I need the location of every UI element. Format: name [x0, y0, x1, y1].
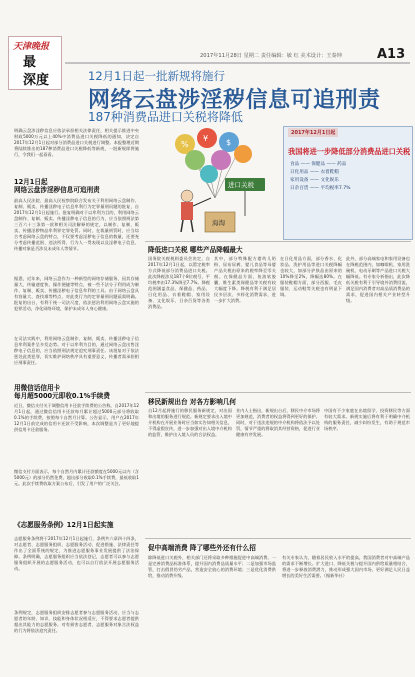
section4-para1: 国务院关税税则委员会决定，自2017年12月1日起，以暂定税率方式降低部分消费品进口关税。此次降税涉及187个8位税号，平均税率由17.3%降至7.7%。降税范围涵盖食品、保健品、药品、日化用品、衣着鞋帽、家用设备、文化娱乐、日杂百货等各类消费品。: [148, 256, 210, 309]
header-rule: [65, 62, 410, 64]
section6-para2: 有关专家认为，随着居民收入水平的提高，我国消费者对中高端产品的需求不断增长。扩大进口、降低关税与提升国内供给质量相结合，将进一步释放消费潜力，推动形成强大国内市场，更好满足人民日益增长的美好生活需要。（据新华社）: [282, 555, 410, 578]
box-label: 海淘: [212, 219, 225, 227]
headline-kicker: 12月1日起一批新规将施行: [88, 69, 225, 83]
section3-para1: 志愿服务条例将于2017年12月1日起施行，条例共六章四十四条，对志愿者、志愿服务组织、志愿服务活动、促进措施、法律责任等作出了全面系统的规定，为推进志愿服务事业发展提供了法治保障。条例明确，志愿服务组织应当依法登记，志愿者可以参与志愿服务组织开展的志愿服务活动，也可以自行依法开展志愿服务活动。: [14, 536, 139, 571]
tariff-sign-text: 进口关税: [228, 181, 254, 189]
section2-heading-line1: 用微信话信用卡: [14, 384, 61, 392]
lead-paragraph: 明确云盘涉淫秽信息应依法承担相关法律责任，相关提示推进中央财政5000万元以上40%中消费品进口关税降低的通知，决定自2017年12月1日起对部分消费品进口关税进行调整。本报整理近期将陆续推出的187种消费品进口关税降低等新规，一批新规即将施行，令我们一起看看。: [14, 128, 139, 157]
section4-top-rule: [145, 241, 411, 242]
photo-list-line: 食品 —— 保健品 —— 药品: [290, 162, 347, 167]
section1-para1: 最高人民法院、最高人民检察院联合发布关于利用网络云盘制作、复制、贩卖、传播淫秽电子信息牟利行为定罪量刑问题的批复，自2017年12月1日起施行。批复明确对于以牟利为目的，利用网络云盘制作、复制、贩卖、传播淫秽电子信息的行为，应当依照刑法第三百六十三条第一款和相关司法解释的规定，以制作、复制、贩卖、传播淫秽物品牟利罪定罪处罚。同时，在裁量刑罚时，应当综合考虑网络云盘的特点，不仅要考虑淫秽电子信息的数量，还要充分考虑传播范围、违法所得、行为人一贯表现以及淫秽电子信息、传播对象是否涉及未成年人等情节。: [14, 198, 139, 251]
section-word-2: 深度: [23, 73, 50, 88]
section1-heading: [14, 178, 139, 194]
section2-para1: 近日，微信支付关于调整信用卡还款手续费的公告称，自2017年12月1日起，通过微信信用卡还款每月累计超过5000元部分将收取0.1%的手续费，按照每个自然月计算。公告显示，用户在2017年12月1日前完成的信用卡还款不受影响，本次调整是为了更好地提供信用卡还款服务。: [14, 403, 139, 432]
section1-para2: 据悉，近年来，网络云盘作为一种新型的网络存储服务，因其存储量大、传输速度快、操作便捷等特点，被一些不法分子利用成为制作、复制、贩卖、传播淫秽电子信息牟利的工具。由于网络云盘具有容量大、查找难等特点，对此类行为的定罪量刑问题亟需明确。批复的出台，有利于统一司法尺度，依法惩治利用网络云盘实施的犯罪活动，净化网络环境，保护未成年人身心健康。: [14, 276, 139, 311]
balloon-label: ¥: [203, 134, 209, 143]
section1-para3: 在司法实践中，利用网络云盘制作、复制、贩卖、传播淫秽电子信息牟利案件呈多发态势。对于以牟利为目的，通过网络云盘出售淫秽电子信息的，应当依照刑法规定追究刑事责任。该批复对于依法惩处此类犯罪，切实维护网络秩序具有重要意义，传播者需承担相应刑事责任。: [14, 336, 139, 365]
balloon-label: $: [226, 138, 232, 147]
shopping-box: [205, 212, 235, 232]
section3-para2: 条例规定，志愿服务组织安排志愿者参与志愿服务活动，应当与志愿者的年龄、知识、技能和身体状况相适应，不得要求志愿者提供超出其能力的志愿服务。对有损害志愿者、志愿服务对象合法权益的行为将依法追究责任。: [14, 610, 139, 633]
photo-item-list: [290, 161, 351, 193]
main-headline: 网络云盘涉淫秽信息可追刑责: [88, 88, 381, 113]
section-word-1: 最: [23, 55, 37, 70]
section6-para1: 除降低进口关税外，相关部门还将采取多种措施促进中高端消费。一是完善消费品标准体系，提升国内消费品质量水平；二是加强市场监管，打击假冒伪劣产品，营造安全放心的消费环境；三是优化消费供给，推动消费升级。: [148, 555, 276, 578]
newspaper-brand: 天津晚报: [13, 42, 50, 52]
photo-red-title: 我国将进一步降低部分消费品进口关税: [288, 147, 411, 156]
section5-heading: 移民新规出台 对各方影响几何: [148, 398, 237, 406]
photo-list-line: 日化用品 —— 衣着鞋帽: [290, 170, 339, 175]
section6-heading: 促中高端消费 降了哪些外还有什么招: [148, 544, 256, 552]
section2-heading: [14, 384, 139, 400]
section5-top-rule: [145, 392, 411, 393]
photo-list-line: 家用设备 —— 文化娱乐: [290, 178, 339, 183]
balloon-label: %: [181, 140, 189, 149]
section-logo: [8, 36, 62, 90]
issue-info: 2017年11月28日 星期二 责任编辑：敏 红 美术设计：王秦坤: [200, 53, 342, 59]
section6-top-rule: [145, 538, 411, 539]
section4-para3: 在日化用品方面，部分香水、化妆品、洗护用品等进口关税降幅也较大，如部分护肤品由原来的10%降至2%，降幅达80%。在服装鞋帽方面，部分西服、毛皮服装、运动鞋等关税也有明显下调。: [280, 256, 342, 297]
section1-heading-line1: 12月1日起: [14, 178, 48, 186]
section4-para2: 其中，部分特殊配方婴幼儿奶粉、尿布尿裤、婴儿食品等母婴产品关税由原来的税率降至零关税。在保健品方面，鱼油软胶囊、维生素类保健品等关税有较大幅度下降。降税有利于满足居民多层次、多样化消费需求，进一步扩大消费。: [214, 256, 276, 303]
section4-para4: 此外，部分高端家电和家用设备也在降税范围内，如咖啡机、家用洗碗机、电动牙刷等产品进口关税大幅降低。有专家分析指出，此次降低关税有利于引导境外消费回流，满足国内消费者对高品质消费品的需求，促进国内相关产业转型升级。: [346, 256, 410, 303]
tariff-sign: [225, 178, 265, 216]
sub-headline: 187种消费品进口关税将降低: [88, 110, 243, 124]
section1-heading-line2: 网络云盘涉淫秽信息可追刑责: [14, 186, 100, 194]
page-number: A13: [377, 47, 406, 62]
section4-heading: 降低进口关税 哪些产品降幅最大: [148, 246, 243, 254]
photo-banner: 2017年12月1日起: [288, 128, 338, 137]
section5-para1: 自12月起将施行的移民服务新规定，对出国和出境的服务进行规范。新规定要求出入境中介机构在开展业务时应当如实告知相关信息，不得虚假宣传，进一步加强对出入境中介机构的监管，维护出入境人员的合法权益。: [148, 408, 232, 437]
section3-heading: 《志愿服务条例》12月1日起实施: [14, 521, 114, 529]
cartoon-illustration: [145, 128, 273, 238]
photo-list-line: 日杂百货 —— 平均税率7.7%: [290, 186, 351, 191]
section5-para3: 中国有不少家庭在出境留学、投资移民等方面有较大需求。新规实施后将有利于明确中介机构的服务责任，减少纠纷发生，有助于规范市场秩序。: [324, 408, 410, 431]
policy-infographic-photo: [283, 126, 413, 240]
section2-heading-line2: 每月超5000元即收0.1%手续费: [14, 392, 110, 400]
section2-para2: 微信支付方面表示，每个自然月内累计还款额度在5000元以内（含5000元）的部分仍然免费，超出部分收取0.1%手续费，最低收取1元。此次手续费收取方案公布后，引发了用户的广泛关注。: [14, 469, 139, 486]
section5-para2: 业内人士指出，新规出台后，移民中介市场将更加规范，消费者的权益将得到更好的保护。同时，对于违法违规的中介机构将依法予以处罚，情节严重的将取消其经营资格，促进行业健康有序发展。: [236, 408, 320, 437]
